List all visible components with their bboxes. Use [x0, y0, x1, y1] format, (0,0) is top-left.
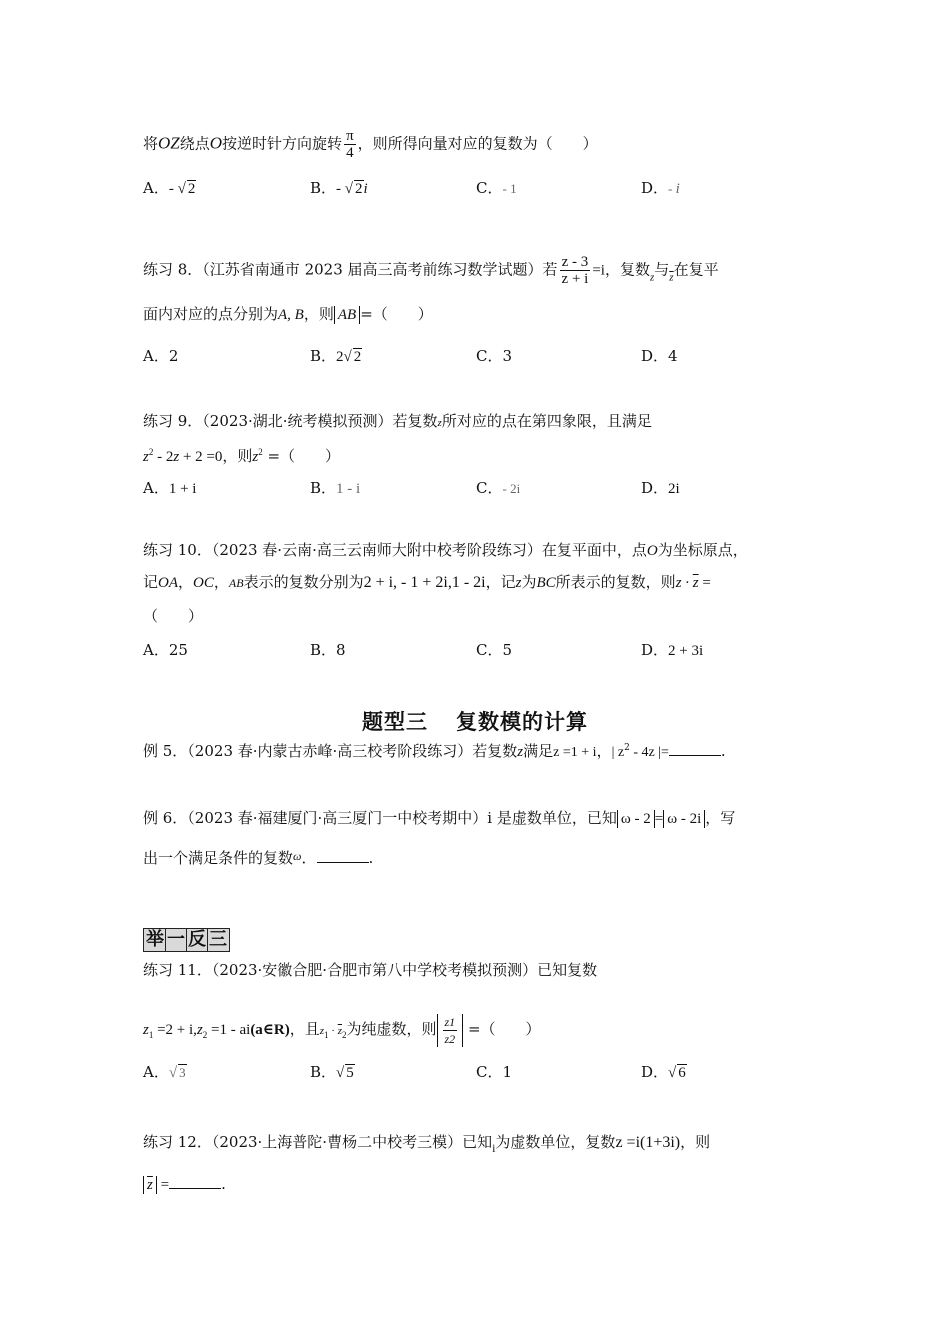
- q7-option-d: D．- i: [641, 179, 680, 197]
- example-6: 例 6．（2023 春·福建厦门·高三厦门一中校考期中）i 是虚数单位，已知 ω - 2 = ω - 2i ，写: [143, 809, 736, 827]
- q11-option-d: D．√ 6: [641, 1063, 686, 1081]
- answer-blank[interactable]: [169, 1174, 221, 1189]
- example-6-line2: 出一个满足条件的复数$^\omega$． .: [143, 849, 374, 867]
- q9-equation: $z^2 - 2z + 2 =0$，则$z^2$ =（ ）: [143, 447, 341, 465]
- answer-blank[interactable]: [317, 848, 369, 863]
- practice-label: 举 一 反 三: [143, 928, 230, 952]
- q8-option-d: D．4: [641, 347, 678, 365]
- q7-option-b: B．- √ 2i: [310, 179, 368, 197]
- q12-stem-line2: $\overline{z}$ = .: [143, 1174, 226, 1195]
- q10-stem-line3: （ ）: [143, 607, 204, 625]
- q7-option-c: C．- 1: [476, 179, 517, 197]
- q11-equation: $z_1 =2 + i,z_2 =1$ - ai(a∈R)，且$z_1 \cdot \overline{z}_2$为纯虚数，则 $\frac{z1}{z2}$ =（ ）: [143, 1015, 541, 1046]
- q11-option-c: C．1: [476, 1063, 513, 1081]
- q11-abs-fraction: $\frac{z1}{z2}$: [437, 1014, 464, 1047]
- q10-option-b: B．8: [310, 641, 346, 659]
- q11-stem: 练习 11．（2023·安徽合肥·合肥市第八中学校考模拟预测）已知复数: [143, 961, 598, 979]
- q10-stem: 练习 10．（2023 春·云南·高三云南师大附中校考阶段练习）在复平面中，点O为坐标原点，: [143, 541, 748, 559]
- q8-stem-line2: 面内对应的点分别为A, B，则 AB =（ ）: [143, 305, 433, 323]
- q8-fraction: $\frac{z - 3}{z + i}$: [561, 254, 589, 287]
- q7-option-a: A．- √ 2: [143, 179, 196, 197]
- q9-option-b: B．1 - i: [310, 479, 361, 497]
- section-heading: 题型三 复数模的计算: [362, 710, 588, 734]
- q7-stem: 将OZ绕点O按逆时针方向旋转 $\frac{\pi}{4}$ ，则所得向量对应的复数为（ ）: [143, 128, 598, 161]
- example-5: 例 5．（2023 春·内蒙古赤峰·高三校考阶段练习）若复数z满足z =1 + i，| $z^2 - 4z$ |= .: [143, 742, 726, 760]
- q11-option-a: A．√ 3: [143, 1063, 186, 1081]
- q10-option-c: C．5: [476, 641, 513, 659]
- q8-option-b: B．2√ 2: [310, 347, 362, 365]
- q9-option-a: A．1 + i: [143, 479, 197, 497]
- q11-option-b: B．√ 5: [310, 1063, 354, 1081]
- answer-blank[interactable]: [669, 741, 721, 756]
- q10-option-d: D．2 + 3i: [641, 641, 704, 659]
- q10-stem-line2: 记OA，OC，AB表示的复数分别为2 + i, - 1 + 2i,1 - 2i，记z为BC所表示的复数，则$z \cdot \overline{z}$ =: [143, 573, 711, 591]
- vector-oz: OZ: [158, 133, 180, 153]
- q9-option-d: D．2i: [641, 479, 680, 497]
- q8-option-c: C．3: [476, 347, 513, 365]
- q9-stem: 练习 9．（2023·湖北·统考模拟预测）若复数z所对应的点在第四象限，且满足: [143, 412, 652, 430]
- q8-option-a: A．2: [143, 347, 179, 365]
- q9-option-c: C．- 2i: [476, 479, 521, 497]
- q10-option-a: A．25: [143, 641, 188, 659]
- q12-stem: 练习 12．（2023·上海普陀·曹杨二中校考三模）已知$_i$为虚数单位，复数z =i(1+3i)，则: [143, 1133, 711, 1155]
- pi-over-4: $\frac{\pi}{4}$: [346, 128, 354, 161]
- q8-stem: 练习 8．（江苏省南通市 2023 届高三高考前练习数学试题）若 $\frac{z - 3}{z + i}$ =i，复数$_z$与$_{\overline{z}}$在复平: [143, 254, 719, 287]
